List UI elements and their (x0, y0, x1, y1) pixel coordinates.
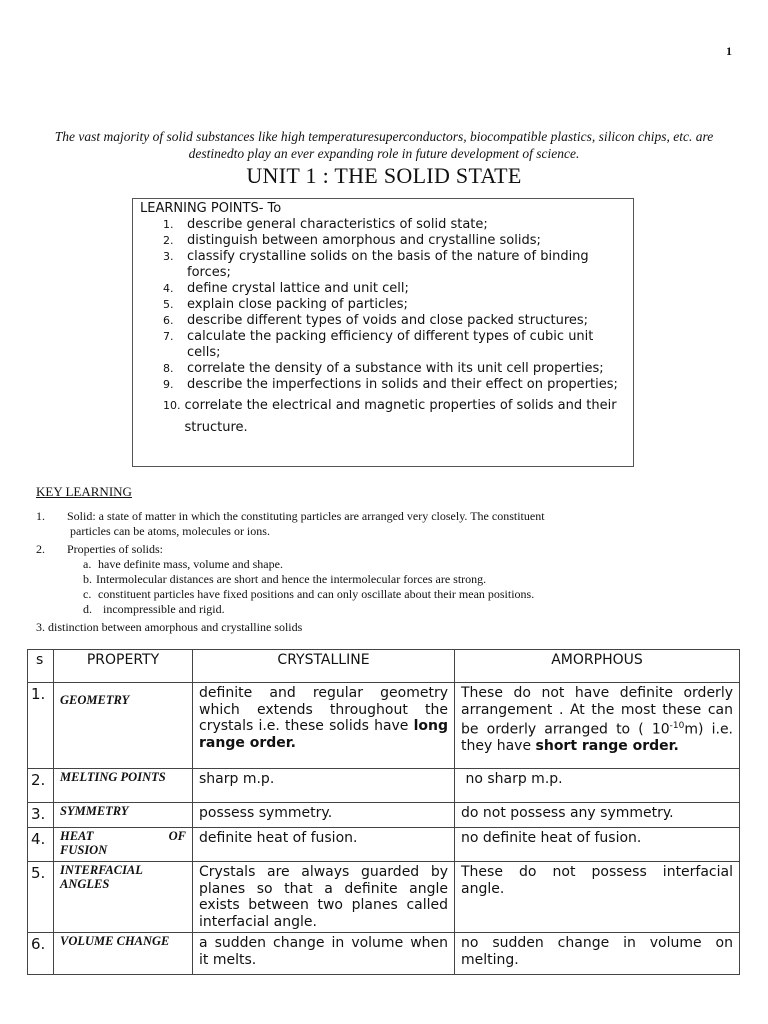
list-item-number: 3. (163, 250, 174, 263)
crystalline-text: definite and regular geometry which extends throughout the crystals i.e. these solids have (199, 685, 448, 734)
list-item (133, 297, 633, 313)
column-header-amorphous: AMORPHOUS (455, 650, 740, 683)
amorphous-text: These do not have definite orderly arrangement . At the most these can be orderly arranged to ( 10 (461, 685, 733, 738)
learning-points-heading: LEARNING POINTS- To (140, 201, 282, 216)
page-number: 1 (726, 44, 732, 58)
row-crystalline: Crystals are always guarded by planes so that a definite angle exists between two planes called interfacial angle. (193, 862, 455, 933)
list-item (133, 249, 633, 281)
list-item-text: distinguish between amorphous and crystalline solids; (187, 233, 541, 248)
list-item-text: calculate the packing efficiency of different types of cubic unit cells; (187, 329, 594, 360)
list-item (133, 329, 633, 361)
list-item (133, 217, 633, 233)
amorphous-exponent-sign: - (669, 721, 673, 731)
column-header-property: PROPERTY (54, 650, 193, 683)
row-amorphous: no sudden change in volume on melting. (455, 933, 740, 975)
list-item-number: 5. (163, 298, 174, 311)
row-serial: 2. (28, 769, 54, 803)
list-item-text: describe the imperfections in solids and their effect on properties; (187, 377, 618, 392)
list-item (133, 361, 633, 377)
row-crystalline: definite heat of fusion. (193, 828, 455, 862)
row-crystalline: sharp m.p. (193, 769, 455, 803)
list-item (133, 233, 633, 249)
row-amorphous: do not possess any symmetry. (455, 803, 740, 828)
intro-paragraph: The vast majority of solid substances like high temperaturesuperconductors, biocompatible plastics, silicon chips, etc. are destinedto play an ever expanding role in future development of science. (54, 129, 714, 161)
row-crystalline (193, 683, 455, 769)
list-item-text: classify crystalline solids on the basis of the nature of binding forces; (187, 249, 589, 280)
row-amorphous: These do not possess interfacial angle. (455, 862, 740, 933)
list-item-text: correlate the electrical and magnetic properties of solids and their structure. (184, 398, 617, 435)
property-d-letter: d. (83, 602, 92, 616)
property-a-text: have definite mass, volume and shape. (98, 557, 283, 571)
list-item-text: correlate the density of a substance with its unit cell properties; (187, 361, 604, 376)
row-serial: 1. (28, 683, 54, 769)
property-d-text: incompressible and rigid. (103, 602, 225, 616)
property-b-text: Intermolecular distances are short and hence the intermolecular forces are strong. (96, 572, 487, 586)
key-point-1-line2: particles can be atoms, molecules or ions. (70, 524, 270, 538)
row-crystalline: a sudden change in volume when it melts. (193, 933, 455, 975)
list-item-text: describe different types of voids and close packed structures; (187, 313, 589, 328)
table-row (28, 683, 740, 769)
table-row (28, 769, 740, 803)
comparison-table (27, 649, 740, 975)
key-point-1-line1: Solid: a state of matter in which the constituting particles are arranged very closely. The constituent (67, 509, 545, 523)
list-item-number: 6. (163, 314, 174, 327)
amorphous-exponent: 10 (672, 721, 685, 731)
list-item (133, 395, 633, 439)
list-item (133, 377, 633, 393)
list-item (133, 281, 633, 297)
table-header-row (28, 650, 740, 683)
list-item-number: 10. (163, 399, 181, 412)
row-amorphous: no sharp m.p. (455, 769, 740, 803)
key-point-3-text: 3. distinction between amorphous and crystalline solids (36, 620, 303, 634)
row-property: INTERFACIAL ANGLES (54, 862, 193, 933)
row-serial: 4. (28, 828, 54, 862)
row-property: GEOMETRY (54, 683, 193, 769)
list-item-text: define crystal lattice and unit cell; (187, 281, 409, 296)
row-serial: 6. (28, 933, 54, 975)
property-c-text: constituent particles have fixed positions and can only oscillate about their mean positions. (98, 587, 535, 601)
key-point-1-number: 1. (36, 509, 45, 523)
page-title: UNIT 1 : THE SOLID STATE (246, 163, 522, 188)
table-row (28, 828, 740, 862)
amorphous-tail: m) i.e. they have (461, 721, 734, 755)
column-header-serial: s (28, 650, 54, 683)
list-item-text: describe general characteristics of solid state; (187, 217, 488, 232)
row-property: SYMMETRY (54, 803, 193, 828)
list-item-text: explain close packing of particles; (187, 297, 408, 312)
list-item-number: 1. (163, 218, 174, 231)
key-point-2-number: 2. (36, 542, 45, 556)
list-item (133, 313, 633, 329)
learning-points-list (133, 217, 633, 439)
row-serial: 3. (28, 803, 54, 828)
row-property (54, 828, 193, 862)
list-item-number: 9. (163, 378, 174, 391)
key-learning-heading: KEY LEARNING (36, 484, 132, 499)
property-c-letter: c. (83, 587, 92, 601)
column-header-crystalline: CRYSTALLINE (193, 650, 455, 683)
property-b-letter: b. (83, 572, 92, 586)
list-item-number: 2. (163, 234, 174, 247)
key-point-2-text: Properties of solids: (67, 542, 163, 556)
row-crystalline: possess symmetry. (193, 803, 455, 828)
table-row (28, 862, 740, 933)
property-a-letter: a. (83, 557, 92, 571)
row-amorphous (455, 683, 740, 769)
row-property: VOLUME CHANGE (54, 933, 193, 975)
list-item-number: 8. (163, 362, 174, 375)
row-property: MELTING POINTS (54, 769, 193, 803)
row-serial: 5. (28, 862, 54, 933)
row-amorphous: no definite heat of fusion. (455, 828, 740, 862)
list-item-number: 4. (163, 282, 174, 295)
table-row (28, 933, 740, 975)
property-word-heat: HEAT (60, 829, 94, 843)
amorphous-emphasis: short range order. (535, 738, 679, 755)
learning-points-box (132, 198, 634, 467)
property-word-fusion: FUSION (60, 843, 108, 857)
table-row (28, 803, 740, 828)
list-item-number: 7. (163, 330, 174, 343)
property-word-of: OF (168, 829, 186, 843)
crystalline-emphasis: long range order. (199, 718, 448, 751)
